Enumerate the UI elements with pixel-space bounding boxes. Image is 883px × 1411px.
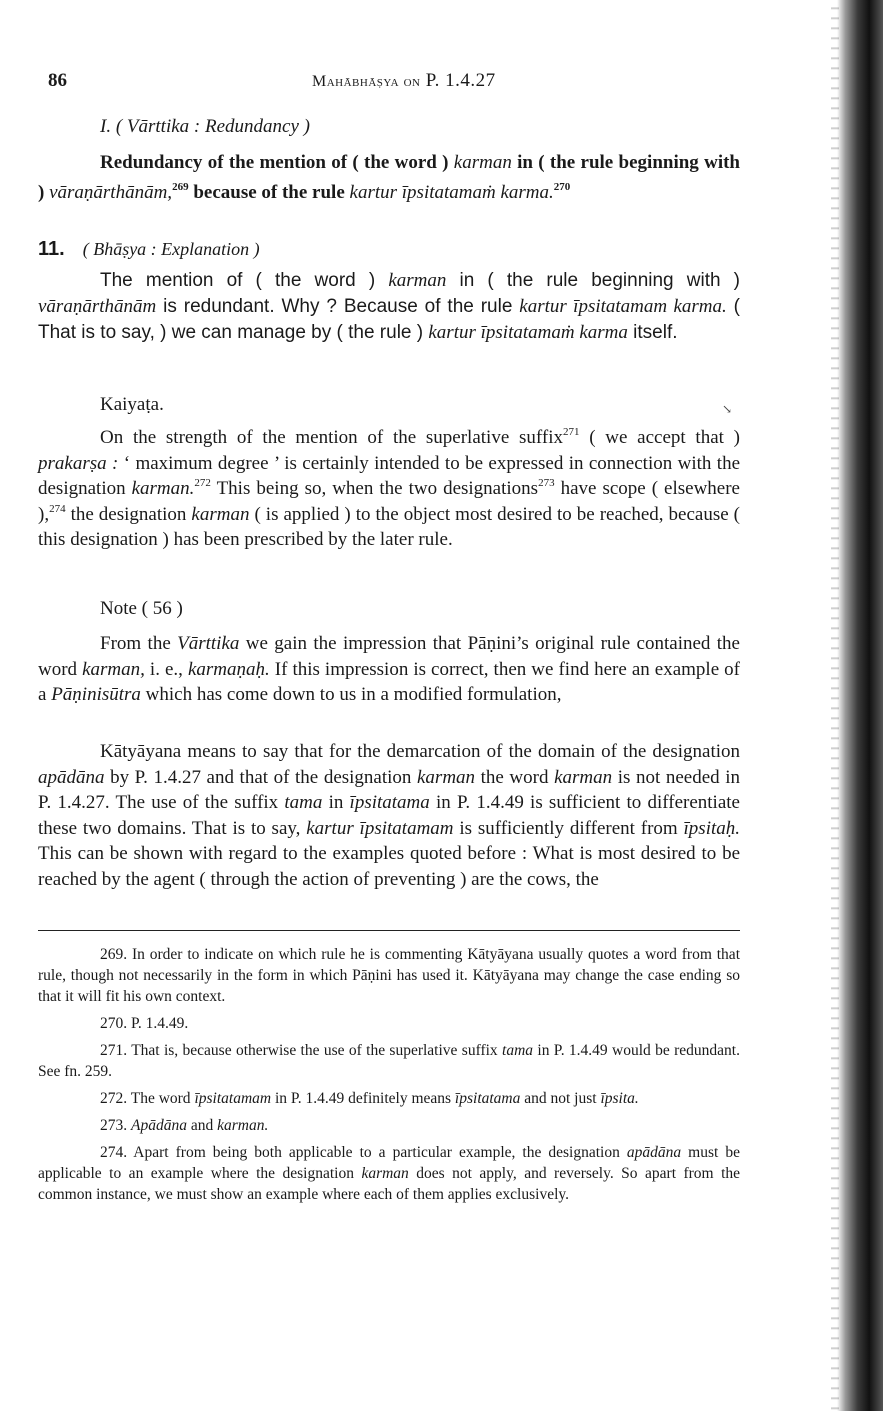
footnote-ref-274[interactable]: 274 xyxy=(49,502,66,515)
fn271-a: 271. That is, because otherwise the use of the superlative suffix xyxy=(100,1042,503,1059)
fn273-italic-2: karman. xyxy=(217,1117,269,1134)
kaiyata-prakarsa: prakarṣa : xyxy=(38,452,119,474)
note-b4-italic: tama xyxy=(284,792,323,813)
running-head-title: Mahābhāṣya on xyxy=(312,73,421,90)
note-a3: i. e., xyxy=(144,658,188,680)
running-head xyxy=(312,70,496,92)
varttika-text xyxy=(38,148,740,208)
note-b8: This can be shown with regard to the examples quoted before : What is most desired to be reached by the agent ( through the action of preventing ) are the cows, the xyxy=(38,843,740,890)
note-a5: which has come down to us in a modified formulation, xyxy=(140,684,562,705)
bhasya-text-5: itself. xyxy=(627,322,678,343)
bhasya-text-4: ( That is to say, ) we can manage by ( the rule ) xyxy=(38,296,741,343)
kaiyata-text-4: This being so, when the two designations xyxy=(210,478,539,499)
kaiyata-karman-2: karman xyxy=(191,503,250,525)
varttika-text-3: because of the rule xyxy=(188,182,350,203)
footnote-ref-270[interactable]: 270 xyxy=(553,181,571,193)
varttika-karman: karman xyxy=(453,152,512,173)
varttika-heading: I. ( Vārttika : Redundancy ) xyxy=(100,116,310,137)
kaiyata-heading: Kaiyaṭa. xyxy=(100,394,164,415)
note-a1-italic: Vārttika xyxy=(177,633,240,654)
page-header xyxy=(40,70,740,96)
varttika-kartur: kartur īpsitatamaṁ karma. xyxy=(349,182,554,203)
fn272-a: 272. The word xyxy=(100,1090,195,1107)
note-b5-italic: īpsitatama xyxy=(349,792,430,813)
fn274-italic-2: karman xyxy=(361,1165,409,1182)
footnote-274 xyxy=(38,1142,740,1205)
note-b2: by P. 1.4.27 and that of the designation xyxy=(104,766,417,788)
fn273-italic-1: Apādāna xyxy=(131,1117,187,1134)
fn272-italic-1: īpsitatamam xyxy=(194,1090,272,1107)
note-b6-italic: kartur īpsitatamam xyxy=(306,817,454,839)
bhasya-karman: karman xyxy=(388,270,447,291)
section-number: 11. xyxy=(38,238,65,260)
footnote-272 xyxy=(38,1088,740,1109)
fn272-italic-2: īpsitatama xyxy=(454,1090,521,1107)
footnote-271 xyxy=(38,1040,740,1082)
bhasya-kartur-2: kartur īpsitatamaṁ karma xyxy=(428,322,628,343)
note-a2-italic: karman, xyxy=(82,658,145,680)
fn272-b: in P. 1.4.49 definitely means xyxy=(271,1090,455,1107)
note-heading: Note ( 56 ) xyxy=(100,598,183,619)
kaiyata-text-1: On the strength of the mention of the superlative suffix xyxy=(100,427,563,448)
varttika-text-1: Redundancy of the mention of ( the word ) xyxy=(100,152,454,173)
bhasya-heading xyxy=(38,238,260,261)
footnote-ref-269[interactable]: 269 xyxy=(172,181,189,193)
note-b3: the word xyxy=(475,766,555,788)
page-binding-texture xyxy=(831,0,839,1411)
page-binding-shadow xyxy=(837,0,883,1411)
fn274-b: must be applicable to an example where the designation xyxy=(38,1144,740,1182)
fn273-b: and xyxy=(186,1117,218,1134)
footnote-divider xyxy=(38,930,740,931)
kaiyata-text-7: ( is applied ) to the object most desired to be reached, because ( this designation ) has been prescribed by the later rule. xyxy=(38,503,740,550)
note-paragraph-1 xyxy=(38,631,740,708)
varttika-text-2: in ( the rule beginning with ) xyxy=(38,152,740,203)
kaiyata-text-5: have scope ( elsewhere ), xyxy=(38,478,740,525)
bhasya-kartur-1: kartur īpsitatamam karma. xyxy=(519,296,727,317)
note-b1: Kātyāyana means to say that for the demarcation of the domain of the designation xyxy=(100,741,740,762)
bhasya-varana: vāraṇārthānām xyxy=(38,296,157,317)
note-b7: is sufficiently different from xyxy=(453,817,684,839)
footnote-ref-271[interactable]: 271 xyxy=(562,426,580,438)
footnote-ref-272[interactable]: 272 xyxy=(194,477,211,489)
note-a2: we gain the impression that Pāṇini’s original rule contained the word xyxy=(38,633,740,680)
bhasya-text-3: is redundant. Why ? Because of the rule xyxy=(156,296,520,317)
note-b7-italic: īpsitaḥ. xyxy=(683,817,740,839)
kaiyata-text-6: the designation xyxy=(65,503,192,525)
bhasya-text-1: The mention of ( the word ) xyxy=(100,270,389,291)
note-b3-italic: karman xyxy=(554,766,613,788)
footnote-270: 270. P. 1.4.49. xyxy=(100,1015,189,1032)
kaiyata-text-2: ( we accept that ) xyxy=(579,427,740,448)
footnote-ref-273[interactable]: 273 xyxy=(538,477,555,489)
bhasya-label: ( Bhāṣya : Explanation ) xyxy=(82,239,260,259)
fn272-c: and not just xyxy=(520,1090,601,1107)
kaiyata-text xyxy=(38,425,740,553)
fn273-a: 273. xyxy=(100,1117,131,1134)
bhasya-text xyxy=(38,268,740,346)
note-a4: If this impression is correct, then we find here an example of a xyxy=(38,658,740,705)
note-a3-italic: karmaṇaḥ. xyxy=(187,658,270,680)
page-number: 86 xyxy=(48,70,67,91)
note-paragraph-2 xyxy=(38,739,740,892)
footnote-269: 269. In order to indicate on which rule he is commenting Kātyāyana usually quotes a word from that rule, though not necessarily in the form in which Pāṇini has used it. Kātyāyana may change the case ending so that it will fit his own context. xyxy=(38,946,740,1005)
kaiyata-karman-1: karman. xyxy=(131,478,195,499)
fn272-italic-3: īpsita. xyxy=(600,1090,639,1107)
footnotes xyxy=(38,944,740,1211)
note-b4: is not needed in P. 1.4.27. The use of the suffix xyxy=(38,766,740,813)
note-b5: in xyxy=(322,792,350,813)
bhasya-text-2: in ( the rule beginning with ) xyxy=(446,270,740,291)
note-a1: From the xyxy=(100,633,178,654)
fn274-c: does not apply, and reversely. So apart from the common instance, we must show an example where each of them applies exclusively. xyxy=(38,1165,741,1203)
fn274-italic-1: apādāna xyxy=(626,1144,682,1161)
stray-mark: ↘ xyxy=(722,402,733,416)
note-a4-italic: Pāṇinisūtra xyxy=(51,684,141,705)
kaiyata-text-3: ‘ maximum degree ’ is certainly intended to be expressed in connection with the designation xyxy=(38,452,741,499)
varttika-varana: vāraṇārthānām, xyxy=(49,182,173,203)
fn271-italic: tama xyxy=(502,1042,534,1059)
fn271-b: in P. 1.4.49 would be redundant. See fn. 259. xyxy=(38,1042,740,1080)
note-b1-italic: apādāna xyxy=(38,766,105,788)
footnote-273 xyxy=(38,1115,740,1136)
running-head-ref: P. 1.4.27 xyxy=(425,70,496,91)
fn274-a: 274. Apart from being both applicable to a particular example, the designation xyxy=(100,1144,627,1161)
note-b2-italic: karman xyxy=(417,766,476,788)
note-b6: in P. 1.4.49 is sufficient to differentiate these two domains. That is to say, xyxy=(38,792,740,839)
